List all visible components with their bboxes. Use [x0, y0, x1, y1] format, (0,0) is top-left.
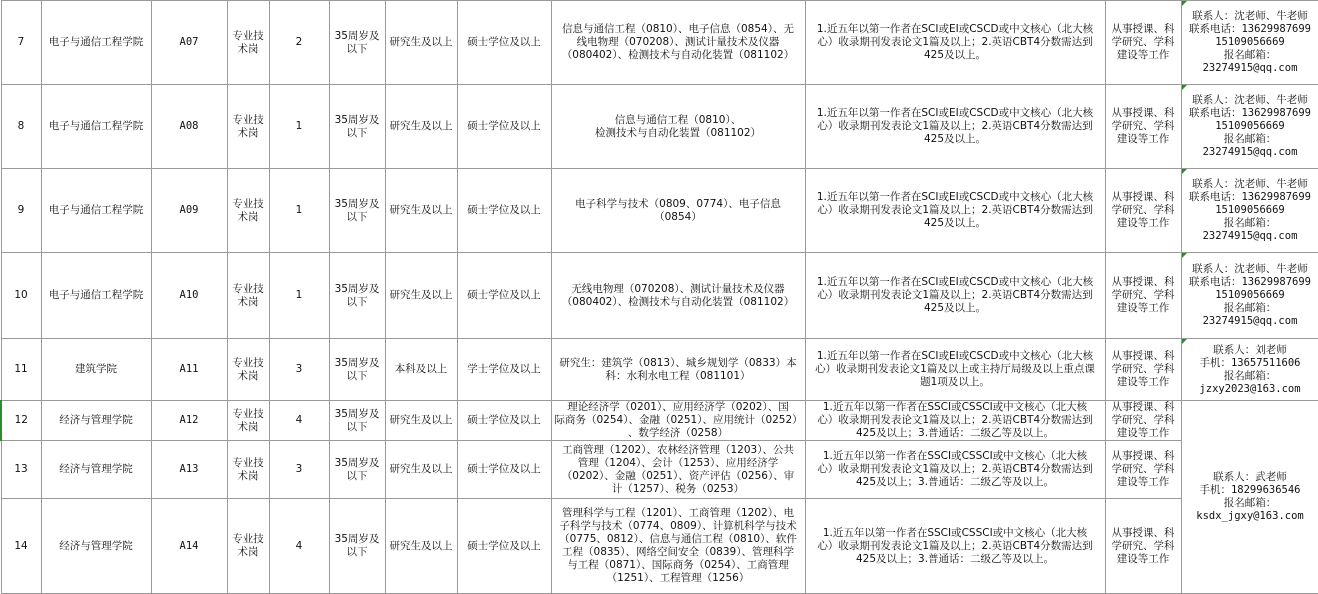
other-requirement: [805, 169, 1105, 253]
major-requirement-line: 、数学经济（0258）: [627, 427, 729, 439]
duty-description: 从事授课、科学研究、学科建设等工作: [1105, 401, 1181, 441]
table-row: [1, 401, 1318, 441]
contact-info-line: 联系人：沈老师、牛老师: [1192, 10, 1308, 22]
row-number: 10: [1, 253, 41, 339]
major-requirement-line: 信息与通信工程（0810）、: [614, 113, 742, 126]
table-row: [1, 85, 1318, 169]
contact-info: [1181, 339, 1318, 401]
major-requirement-line: 研究生：建筑学（0813）、城乡规划学（0833）本: [559, 356, 797, 369]
age-limit: 35周岁及以下: [329, 85, 385, 169]
other-requirement-line: 1.近五年以第一作者在SSCI或CSSCI或中文核心（北大核: [822, 526, 1088, 539]
major-requirement-line: （0202）、金融（0251）、资产评估（0256）、审: [561, 469, 795, 482]
duty-description: 从事授课、科学研究、学科建设等工作: [1105, 253, 1181, 339]
degree-level: 学士学位及以上: [457, 339, 551, 401]
major-requirement-line: 无线电物理（070208）、测试计量技术及仪器: [571, 282, 785, 295]
other-requirement-line: 心）收录期刊发表论文1篇及以上或主持厅局级及以上重点课: [815, 363, 1095, 375]
other-requirement-line: 题1项及以上。: [920, 376, 990, 388]
major-requirement: [551, 85, 805, 169]
recruit-count: 4: [269, 499, 329, 594]
contact-info-line: 15109056669: [1215, 289, 1285, 301]
other-requirement-line: 心）收录期刊发表论文1篇及以上；2.英语CBT4分数需达到: [817, 204, 1093, 216]
education-level: 研究生及以上: [385, 401, 457, 441]
degree-level: 硕士学位及以上: [457, 401, 551, 441]
recruit-count: 1: [269, 253, 329, 339]
row-number: 9: [1, 169, 41, 253]
other-requirement-line: 心）收录期刊发表论文1篇及以上；2.英语CBT4分数需达到: [817, 120, 1093, 132]
contact-info-line: 联系电话：13629987699: [1188, 276, 1312, 288]
age-limit: 35周岁及以下: [329, 441, 385, 499]
contact-info-line: 联系人：沈老师、牛老师: [1192, 178, 1308, 190]
post-code: A12: [151, 401, 227, 441]
post-code: A14: [151, 499, 227, 594]
other-requirement: [805, 401, 1105, 441]
recruit-count: 3: [269, 339, 329, 401]
other-requirement: [805, 1, 1105, 85]
other-requirement: [805, 339, 1105, 401]
major-requirement-line: 工程（0835）、网络空间安全（0839）、管理科学: [562, 546, 794, 558]
education-level: 本科及以上: [385, 339, 457, 401]
other-requirement: [805, 499, 1105, 594]
other-requirement: [805, 441, 1105, 499]
contact-info-line: ksdx_jgxy@163.com: [1196, 510, 1304, 522]
major-requirement: [551, 401, 805, 441]
table-row: [1, 169, 1318, 253]
table-row: [1, 253, 1318, 339]
major-requirement-line: 计（1257）、税务（0253）: [611, 482, 745, 495]
other-requirement-line: 心）收录期刊发表论文1篇及以上；2.英语CBT4分数需达到: [817, 463, 1093, 475]
major-requirement-line: 管理科学与工程（1201）、工商管理（1202）、电: [562, 507, 794, 519]
other-requirement-line: 425及以上。: [923, 49, 987, 61]
college-name: 建筑学院: [41, 339, 151, 401]
row-number: 11: [1, 339, 41, 401]
contact-info-line: 报名邮箱：: [1223, 49, 1277, 61]
education-level: 研究生及以上: [385, 1, 457, 85]
contact-info-line: 报名邮箱：: [1223, 133, 1277, 145]
row-number: 14: [1, 499, 41, 594]
major-requirement-line: （080402）、检测技术与自动化装置（081102）: [561, 295, 795, 308]
major-requirement-line: （1251）、工程管理（1256）: [606, 572, 750, 584]
contact-info-line: 联系人：沈老师、牛老师: [1192, 94, 1308, 106]
other-requirement-line: 425及以上；3.普通话：二级乙等及以上。: [855, 427, 1055, 439]
contact-info-line: 联系电话：13629987699: [1188, 191, 1312, 203]
row-number: 8: [1, 85, 41, 169]
major-requirement: [551, 441, 805, 499]
age-limit: 35周岁及以下: [329, 1, 385, 85]
education-level: 研究生及以上: [385, 169, 457, 253]
college-name: 电子与通信工程学院: [41, 169, 151, 253]
post-code: A11: [151, 339, 227, 401]
contact-info: [1181, 401, 1318, 594]
college-name: 经济与管理学院: [41, 401, 151, 441]
post-code: A09: [151, 169, 227, 253]
other-requirement-line: 425及以上。: [923, 302, 987, 314]
major-requirement-line: （0775、0812）、信息与通信工程（0810）、软件: [559, 533, 797, 545]
degree-level: 硕士学位及以上: [457, 85, 551, 169]
education-level: 研究生及以上: [385, 253, 457, 339]
college-name: 经济与管理学院: [41, 499, 151, 594]
major-requirement-line: 工商管理（1202）、农林经济管理（1203）、公共: [562, 443, 794, 456]
table-row: [1, 499, 1318, 594]
other-requirement-line: 心）收录期刊发表论文1篇及以上；2.英语CBT4分数需达到: [817, 414, 1093, 426]
post-type: 专业技术岗: [227, 85, 269, 169]
recruit-count: 2: [269, 1, 329, 85]
degree-level: 硕士学位及以上: [457, 253, 551, 339]
major-requirement-line: 线电物理（070208）、测试计量技术及仪器: [576, 36, 780, 48]
major-requirement-line: 检测技术与自动化装置（081102）: [594, 126, 762, 139]
contact-info-line: 15109056669: [1215, 204, 1285, 216]
degree-level: 硕士学位及以上: [457, 1, 551, 85]
duty-description: 从事授课、科学研究、学科建设等工作: [1105, 1, 1181, 85]
degree-level: 硕士学位及以上: [457, 499, 551, 594]
other-requirement-line: 心）收录期刊发表论文1篇及以上；2.英语CBT4分数需达到: [817, 539, 1093, 552]
major-requirement-line: 电子科学与技术（0809、0774）、电子信息: [575, 197, 781, 210]
education-level: 研究生及以上: [385, 85, 457, 169]
major-requirement-line: 理论经济学（0201）、应用经济学（0202）、国: [567, 401, 789, 413]
major-requirement: [551, 253, 805, 339]
contact-info-line: 手机：13657511606: [1199, 356, 1301, 369]
age-limit: 35周岁及以下: [329, 401, 385, 441]
recruit-count: 3: [269, 441, 329, 499]
other-requirement: [805, 253, 1105, 339]
contact-info-line: 23274915@qq.com: [1202, 146, 1298, 158]
major-requirement-line: 管理（1204）、会计（1253）、应用经济学: [577, 456, 779, 469]
duty-description: 从事授课、科学研究、学科建设等工作: [1105, 499, 1181, 594]
college-name: 电子与通信工程学院: [41, 85, 151, 169]
post-type: 专业技术岗: [227, 401, 269, 441]
post-type: 专业技术岗: [227, 1, 269, 85]
other-requirement-line: 425及以上。: [923, 217, 987, 229]
contact-info-line: 联系电话：13629987699: [1188, 107, 1312, 119]
duty-description: 从事授课、科学研究、学科建设等工作: [1105, 339, 1181, 401]
other-requirement-line: 1.近五年以第一作者在SSCI或CSSCI或中文核心（北大核: [822, 450, 1088, 462]
major-requirement: [551, 499, 805, 594]
row-number: 13: [1, 441, 41, 499]
other-requirement-line: 1.近五年以第一作者在SSCI或CSSCI或中文核心（北大核: [822, 401, 1088, 413]
age-limit: 35周岁及以下: [329, 253, 385, 339]
other-requirement-line: 1.近五年以第一作者在SCI或EI或CSCD或中文核心（北大核: [816, 107, 1094, 119]
contact-info-line: 联系人：武老师: [1213, 471, 1287, 483]
age-limit: 35周岁及以下: [329, 169, 385, 253]
contact-info-line: 15109056669: [1215, 120, 1285, 132]
college-name: 经济与管理学院: [41, 441, 151, 499]
contact-info-line: 15109056669: [1215, 36, 1285, 48]
contact-info-line: 23274915@qq.com: [1202, 315, 1298, 327]
row-number: 12: [1, 401, 41, 441]
duty-description: 从事授课、科学研究、学科建设等工作: [1105, 85, 1181, 169]
other-requirement-line: 1.近五年以第一作者在SCI或EI或CSCD或中文核心（北大核: [816, 191, 1094, 203]
major-requirement-line: 科：水利水电工程（081101）: [605, 369, 751, 382]
age-limit: 35周岁及以下: [329, 499, 385, 594]
other-requirement-line: 1.近五年以第一作者在SCI或EI或CSCD或中文核心（北大核: [816, 23, 1094, 35]
other-requirement-line: 425及以上。: [923, 133, 987, 145]
contact-info: [1181, 169, 1318, 253]
education-level: 研究生及以上: [385, 499, 457, 594]
degree-level: 硕士学位及以上: [457, 441, 551, 499]
contact-info-line: 手机：18299636546: [1199, 484, 1301, 496]
other-requirement-line: 425及以上；3.普通话：二级乙等及以上。: [855, 552, 1055, 565]
contact-info-line: jzxy2023@163.com: [1199, 382, 1301, 395]
degree-level: 硕士学位及以上: [457, 169, 551, 253]
contact-info-line: 报名邮箱：: [1223, 217, 1277, 229]
contact-info-line: 联系电话：13629987699: [1188, 23, 1312, 35]
education-level: 研究生及以上: [385, 441, 457, 499]
major-requirement: [551, 1, 805, 85]
post-code: A13: [151, 441, 227, 499]
table-row: [1, 339, 1318, 401]
contact-info-line: 联系人：刘老师: [1213, 343, 1287, 356]
contact-info-line: 报名邮箱：: [1223, 497, 1277, 509]
post-code: A10: [151, 253, 227, 339]
contact-info-line: 联系人：沈老师、牛老师: [1192, 263, 1308, 275]
row-number: 7: [1, 1, 41, 85]
recruit-count: 4: [269, 401, 329, 441]
other-requirement-line: 心）收录期刊发表论文1篇及以上；2.英语CBT4分数需达到: [817, 289, 1093, 301]
other-requirement-line: 心）收录期刊发表论文1篇及以上；2.英语CBT4分数需达到: [817, 36, 1093, 48]
contact-info-line: 报名邮箱：: [1223, 302, 1277, 314]
recruit-count: 1: [269, 169, 329, 253]
post-code: A08: [151, 85, 227, 169]
major-requirement-line: （080402）、检测技术与自动化装置（081102）: [561, 49, 795, 61]
other-requirement-line: 1.近五年以第一作者在SCI或EI或CSCD或中文核心（北大核: [816, 350, 1094, 362]
contact-info: [1181, 1, 1318, 85]
other-requirement-line: 1.近五年以第一作者在SCI或EI或CSCD或中文核心（北大核: [816, 276, 1094, 288]
major-requirement-line: 子科学与技术（0774、0809）、计算机科学与技术: [559, 520, 797, 532]
major-requirement: [551, 169, 805, 253]
contact-info-line: 23274915@qq.com: [1202, 62, 1298, 74]
contact-info: [1181, 85, 1318, 169]
post-type: 专业技术岗: [227, 499, 269, 594]
table-row: [1, 441, 1318, 499]
post-type: 专业技术岗: [227, 339, 269, 401]
post-type: 专业技术岗: [227, 441, 269, 499]
major-requirement-line: 与工程（0871）、国际商务（0254）、工商管理: [567, 559, 789, 571]
contact-info-line: 报名邮箱：: [1223, 369, 1277, 382]
college-name: 电子与通信工程学院: [41, 1, 151, 85]
other-requirement-line: 425及以上；3.普通话：二级乙等及以上。: [855, 476, 1055, 488]
other-requirement: [805, 85, 1105, 169]
recruit-count: 1: [269, 85, 329, 169]
duty-description: 从事授课、科学研究、学科建设等工作: [1105, 441, 1181, 499]
major-requirement-line: 际商务（0254）、金融（0251）、应用统计（0252）: [554, 414, 803, 426]
age-limit: 35周岁及以下: [329, 339, 385, 401]
major-requirement-line: （0854）: [654, 210, 702, 223]
post-type: 专业技术岗: [227, 253, 269, 339]
major-requirement-line: 信息与通信工程（0810）、电子信息（0854）、无: [562, 23, 794, 35]
college-name: 电子与通信工程学院: [41, 253, 151, 339]
post-code: A07: [151, 1, 227, 85]
contact-info-line: 23274915@qq.com: [1202, 230, 1298, 242]
table-row: [1, 1, 1318, 85]
major-requirement: [551, 339, 805, 401]
contact-info: [1181, 253, 1318, 339]
duty-description: 从事授课、科学研究、学科建设等工作: [1105, 169, 1181, 253]
post-type: 专业技术岗: [227, 169, 269, 253]
